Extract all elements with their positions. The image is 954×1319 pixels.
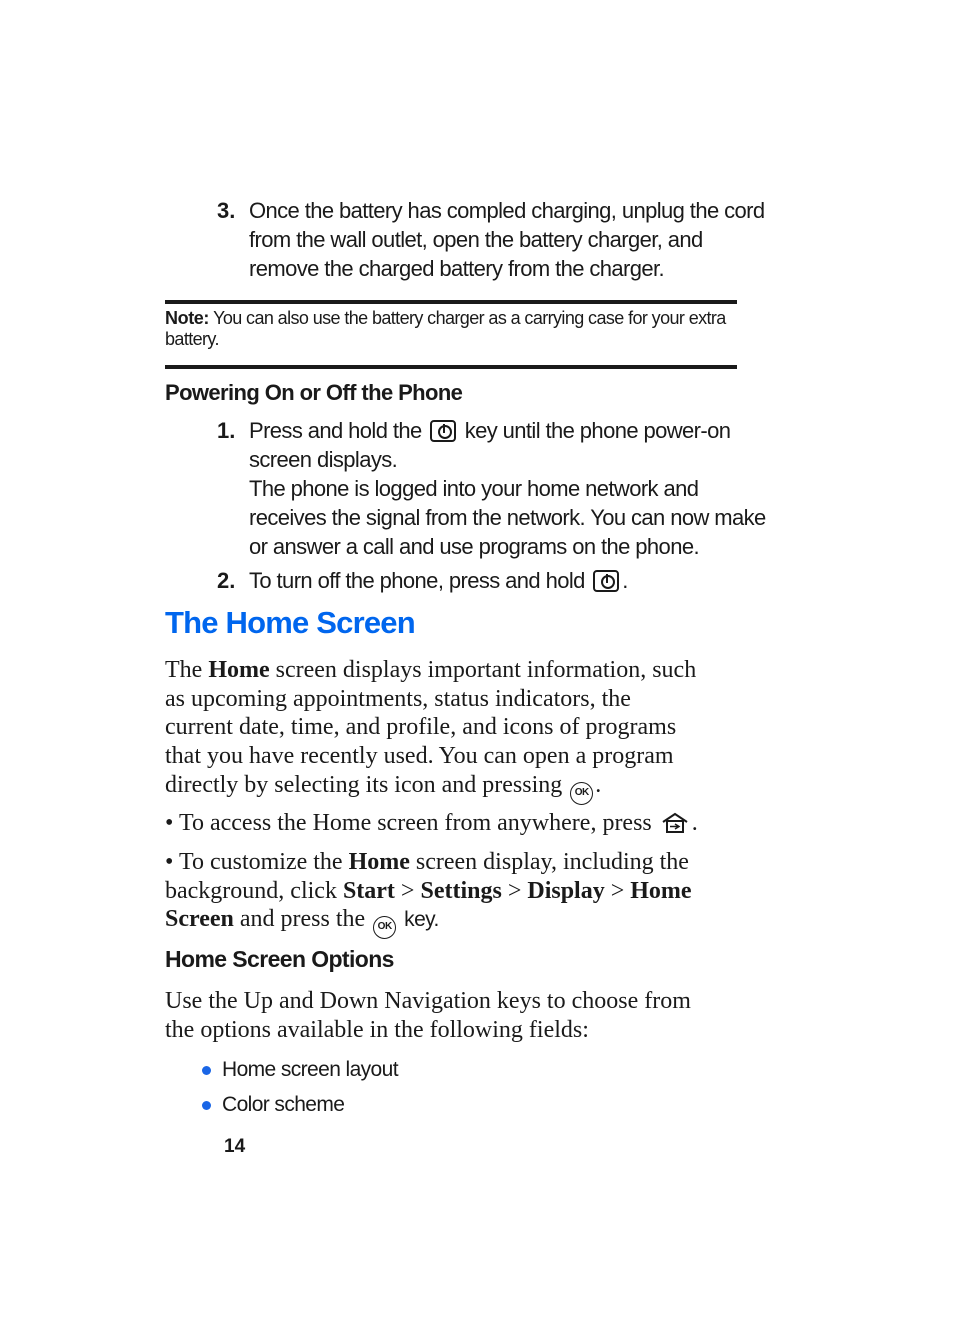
step-1-text [249,416,766,561]
bold-home: Home [348,849,410,875]
options-heading: Home Screen Options [165,946,394,972]
customize-text: and press the [233,906,366,933]
home-screen-paragraph [165,656,745,805]
separator: > [394,877,421,904]
step-3-text [249,196,765,283]
key-word: key. [404,908,439,932]
note-text: You can also use the battery charger as a carrying case for your extra [209,308,726,328]
step-number: 3. [217,198,236,223]
step-3-line-1: Once the battery has compled charging, unplug the cord [249,198,765,223]
customize-text: background, click [165,877,343,904]
home-access-text: • To access the Home screen from anywhere, press [165,810,652,836]
bold-screen: Screen [165,906,234,933]
note-text-2: battery. [165,329,219,349]
home-customize-bullet [165,848,745,939]
ok-key-icon: OK [373,916,396,939]
note-label: Note: [165,308,209,328]
ok-key-icon: OK [570,782,593,805]
para-line-4: that you have recently used. You can open a program [165,743,674,770]
step-3-line-2: from the wall outlet, open the battery charger, and [249,227,703,252]
power-key-icon [593,570,619,592]
home-access-period: . [691,810,698,836]
separator: > [604,877,631,904]
customize-text: • To customize the [165,849,349,875]
bold-start: Start [342,877,395,904]
para-line-3: current date, time, and profile, and icons of programs [165,714,677,741]
bullet-icon [202,1066,211,1075]
power-key-icon [430,420,456,442]
options-intro-line-1: Use the Up and Down Navigation keys to choose from [165,988,691,1014]
home-key-icon [660,812,690,834]
bold-display: Display [527,877,605,904]
home-access-bullet [165,809,745,838]
para-text: The [165,657,209,683]
para-period: . [595,771,602,798]
note-bottom-rule [165,365,737,369]
para-text: screen displays important information, such [269,657,697,683]
note [165,308,740,350]
list-item-label: Color scheme [222,1093,345,1116]
options-intro [165,987,745,1044]
bold-home: Home [630,877,692,904]
step-2-text [249,566,628,595]
note-top-rule [165,300,737,304]
step-1-text-b: key until the phone power-on [464,418,731,443]
list-item-label: Home screen layout [222,1058,398,1081]
step-number: 2. [217,568,236,593]
para-line-5: directly by selecting its icon and pressing [165,771,563,798]
step-1-line-3: The phone is logged into your home network and [249,476,699,501]
step-1-line-5: or answer a call and use programs on the phone. [249,534,699,559]
para-line-2: as upcoming appointments, status indicators, the [165,685,631,712]
bold-settings: Settings [420,877,502,904]
home-screen-title: The Home Screen [165,605,415,640]
options-intro-line-2: the options available in the following fields: [165,1016,589,1043]
step-2-text-a: To turn off the phone, press and hold [249,568,585,593]
separator: > [501,877,528,904]
page-number: 14 [224,1136,246,1157]
step-3-line-3: remove the charged battery from the charger. [249,256,665,281]
step-2-period: . [622,568,628,593]
bullet-icon [202,1101,211,1110]
powering-heading: Powering On or Off the Phone [165,380,463,405]
step-number: 1. [217,418,236,443]
customize-text: screen display, including the [409,849,689,875]
step-1-text-a: Press and hold the [249,418,422,443]
step-1-line-4: receives the signal from the network. You can now make [249,505,766,530]
para-bold-home: Home [208,657,270,683]
step-1-line-2: screen displays. [249,447,398,472]
